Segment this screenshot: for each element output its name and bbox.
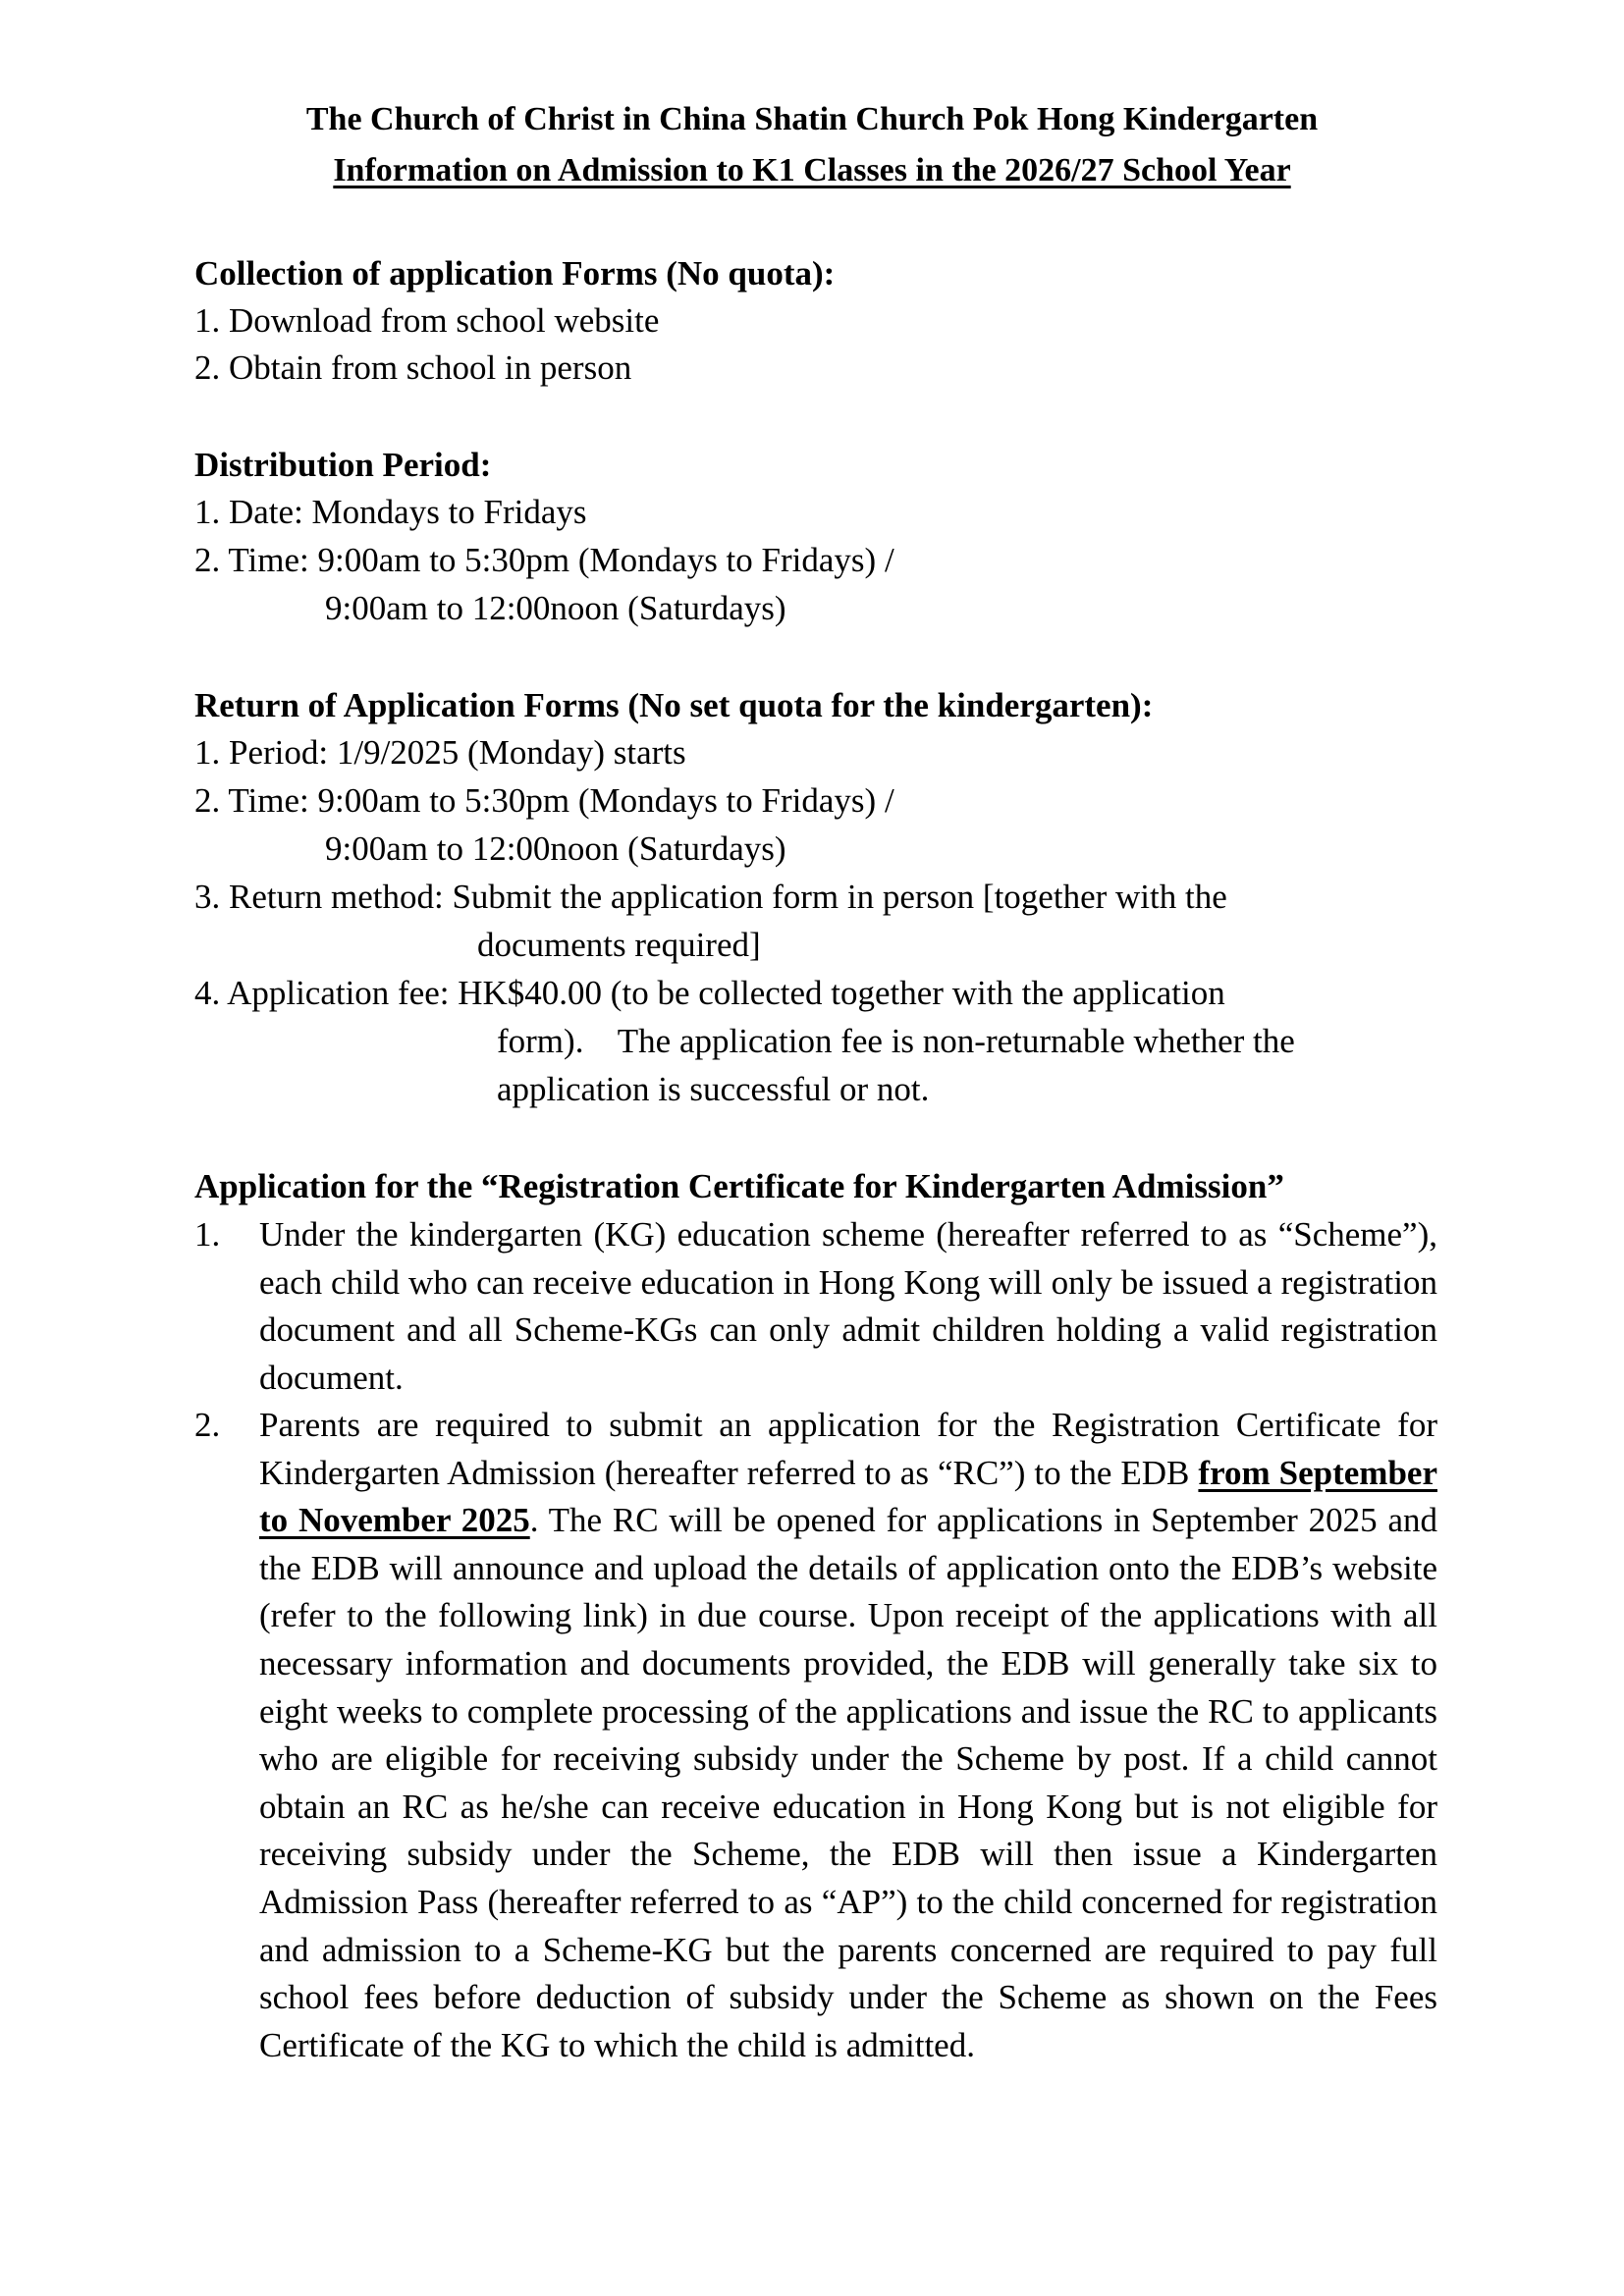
- return-fee-cont1: form). The application fee is non-returnable whether the: [497, 1022, 1295, 1060]
- collection-item-2: 2. Obtain from school in person: [194, 348, 632, 387]
- rc-item-2-post: . The RC will be opened for applications in September 2025 and the EDB will announce and upload the details of application onto the EDB’s website (refer to the following link) in due course. Upon receipt of the applications with all necessary information and documents provided, the EDB will generally take six to eight weeks to complete processing of the applications and issue the RC to applicants who are eligible for receiving subsidy under the Scheme by post. If a child cannot obtain an RC as he/she can receive education in Hong Kong but is not eligible for receiving subsidy under the Scheme, the EDB will then issue a Kindergarten Admission Pass (hereafter referred to as “AP”) to the child concerned for registration and admission to a Scheme-KG but the parents concerned are required to pay full school fees before deduction of subsidy under the Scheme as shown on the Fees Certificate of the KG to which the child is admitted.: [259, 1501, 1438, 2064]
- distribution-time: 2. Time: 9:00am to 5:30pm (Mondays to Fridays) /: [194, 541, 894, 579]
- return-fee-cont2: application is successful or not.: [497, 1070, 930, 1108]
- subtitle-text: Information on Admission to K1 Classes in the 2026/27 School Year: [333, 152, 1291, 188]
- distribution-heading: Distribution Period:: [194, 446, 492, 484]
- rc-item-2-number: 2.: [194, 1406, 221, 1444]
- rc-item-1-number: 1.: [194, 1215, 221, 1254]
- rc-item-2-text: [259, 1402, 1437, 2069]
- document-title: The Church of Christ in China Shatin Church Pok Hong Kindergarten: [305, 101, 1319, 137]
- return-period: 1. Period: 1/9/2025 (Monday) starts: [194, 733, 686, 772]
- distribution-time-saturday: 9:00am to 12:00noon (Saturdays): [325, 589, 786, 627]
- return-heading: Return of Application Forms (No set quota for the kindergarten):: [194, 686, 1154, 724]
- return-method: 3. Return method: Submit the application form in person [together with the: [194, 878, 1227, 916]
- return-time-saturday: 9:00am to 12:00noon (Saturdays): [325, 829, 786, 868]
- rc-item-1-text: Under the kindergarten (KG) education scheme (hereafter referred to as “Scheme”), each child who can receive education in Hong Kong will only be issued a registration document and all Scheme-KGs can only admit children holding a valid registration document.: [259, 1215, 1437, 1397]
- document-subtitle: [0, 147, 1624, 194]
- return-fee: 4. Application fee: HK$40.00 (to be collected together with the application: [194, 974, 1225, 1012]
- distribution-date: 1. Date: Mondays to Fridays: [194, 493, 587, 531]
- rc-item-2-pre: Parents are required to submit an application for the Registration Certificate for Kindergarten Admission (hereafter referred to as “RC”) to the EDB: [259, 1406, 1437, 1492]
- collection-heading: Collection of application Forms (No quota):: [194, 254, 836, 293]
- return-method-cont: documents required]: [477, 926, 761, 964]
- collection-item-1: 1. Download from school website: [194, 301, 660, 340]
- rc-deadline-emphasis: from September to November 2025: [259, 1453, 1437, 1540]
- return-time: 2. Time: 9:00am to 5:30pm (Mondays to Fridays) /: [194, 781, 894, 820]
- rc-heading: Application for the “Registration Certificate for Kindergarten Admission”: [194, 1167, 1284, 1205]
